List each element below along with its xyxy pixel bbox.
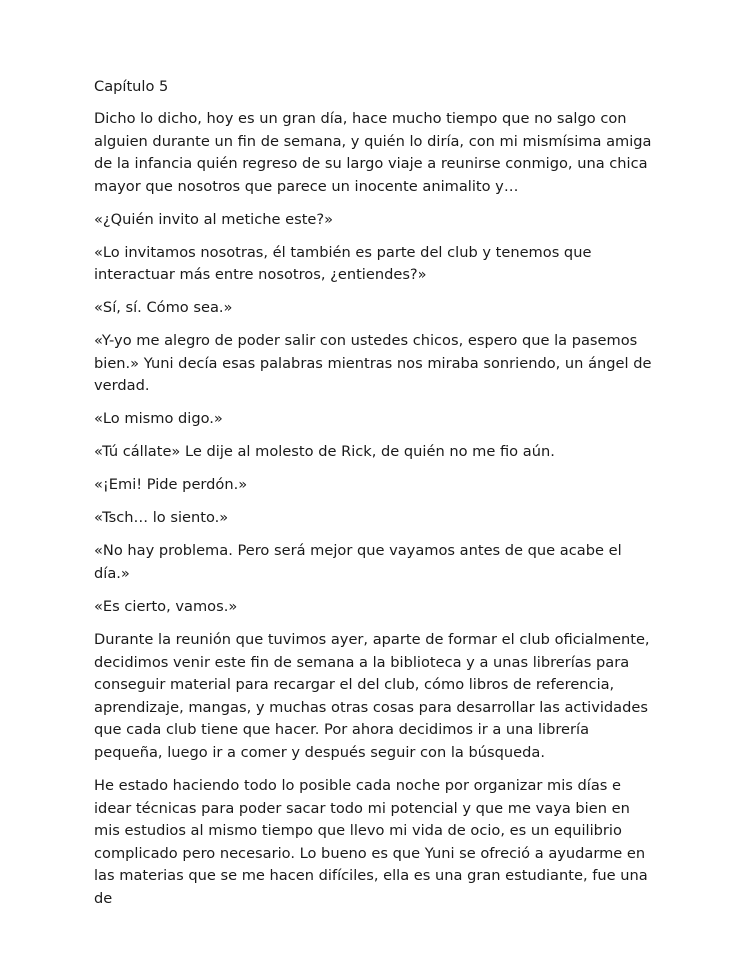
dialogue-line: «Lo invitamos nosotras, él también es parte del club y tenemos que interactuar más entre nosotros, ¿entiendes?» [94,243,592,284]
dialogue-line: «Lo mismo digo.» [94,410,223,428]
dialogue-line: «¿Quién invito al metiche este?» [94,210,334,228]
paragraph-study: He estado haciendo todo lo posible cada noche por organizar mis días e idear técnicas para poder sacar todo mi potencial y que me vaya bien en mis estudios al mismo tiempo que llevo mi vida de ocio, es un equilibrio complicado pero necesario. Lo bueno es que Yuni se ofreció a ayudarme en las materias que se me hacen difíciles, ella es una gran estudiante, fue una de [94,776,648,907]
chapter-title: Capítulo 5 [94,78,169,95]
dialogue-line: «Es cierto, vamos.» [94,597,238,615]
document-body [94,76,654,921]
paragraph-intro: Dicho lo dicho, hoy es un gran día, hace mucho tiempo que no salgo con alguien durante un fin de semana, y quién lo diría, con mi mismísima amiga de la infancia quién regreso de su largo viaje a reunirse conmigo, una chica mayor que nosotros que parece un inocente animalito y… [94,109,652,195]
dialogue-line: «No hay problema. Pero será mejor que vayamos antes de que acabe el día.» [94,542,622,582]
dialogue-line: «Tú cállate» Le dije al molesto de Rick, de quién no me fio aún. [94,443,555,461]
dialogue-line: «Tsch… lo siento.» [94,509,229,527]
dialogue-line: «Y-yo me alegro de poder salir con ustedes chicos, espero que la pasemos bien.» Yuni decía esas palabras mientras nos miraba sonriendo, un ángel de verdad. [94,332,652,395]
dialogue-line: «Sí, sí. Cómo sea.» [94,299,233,317]
paragraph-meeting: Durante la reunión que tuvimos ayer, aparte de formar el club oficialmente, decidimos venir este fin de semana a la biblioteca y a unas librerías para conseguir material para recargar el del club, cómo libros de referencia, aprendizaje, mangas, y muchas otras cosas para desarrollar las actividades que cada club tiene que hacer. Por ahora decidimos ir a una librería pequeña, luego ir a comer y después seguir con la búsqueda. [94,630,650,761]
dialogue-line: «¡Emi! Pide perdón.» [94,476,248,494]
